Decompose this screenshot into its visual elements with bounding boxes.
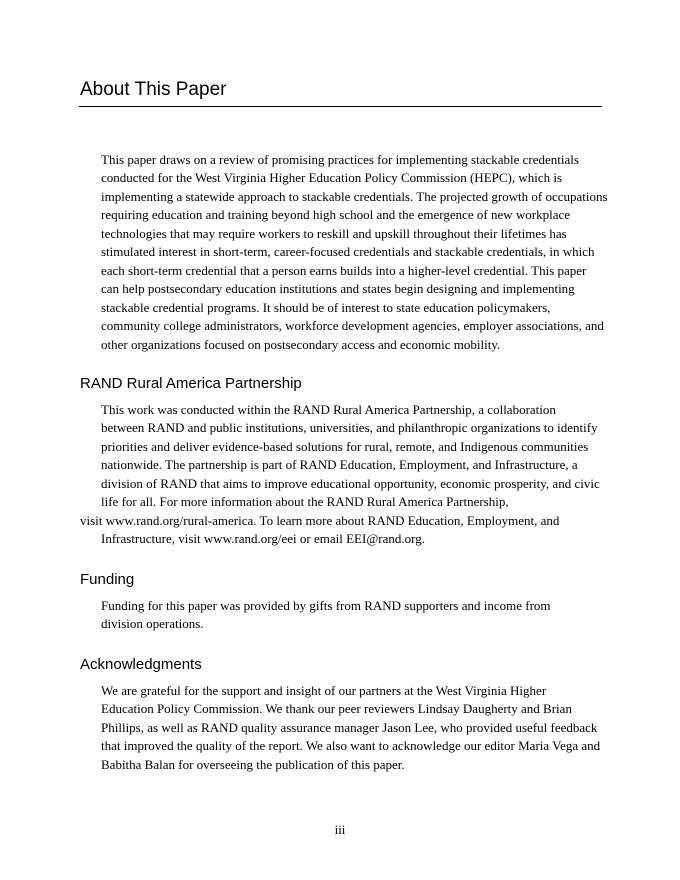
acknowledgments-line: Phillips, as well as RAND quality assurance manager Jason Lee, who provided useful feedback [101, 719, 598, 735]
title-divider [79, 106, 602, 107]
page-title: About This Paper [80, 79, 227, 100]
intro-line: can help postsecondary education institutions and states begin designing and implementing [101, 281, 575, 297]
intro-line: community college administrators, workforce development agencies, employer associations, and [101, 318, 604, 334]
intro-line: other organizations focused on postsecondary access and economic mobility. [101, 336, 501, 352]
rural-america-paragraph [80, 401, 602, 549]
rural-america-line: priorities and deliver evidence-based solutions for rural, remote, and Indigenous communities [101, 438, 589, 454]
funding-line: Funding for this paper was provided by gifts from RAND supporters and income from [101, 598, 551, 613]
intro-line: each short-term credential that a person earns builds into a higher-level credential. This paper [101, 262, 587, 278]
section-heading-acknowledgments: Acknowledgments [80, 656, 202, 673]
acknowledgments-line: We are grateful for the support and insight of our partners at the West Virginia Higher [101, 683, 547, 698]
rural-america-line: This work was conducted within the RAND Rural America Partnership, a collaboration [101, 402, 556, 417]
acknowledgments-line: that improved the quality of the report. We also want to acknowledge our editor Maria Vega and [101, 738, 601, 754]
rural-america-line: life for all. For more information about the RAND Rural America Partnership, [101, 494, 509, 510]
rural-america-line: Infrastructure, visit www.rand.org/eei or email EEI@rand.org. [101, 531, 425, 547]
page-number: iii [334, 822, 346, 837]
intro-line: technologies that may require workers to reskill and upskill throughout their lifetimes has [101, 225, 567, 241]
intro-line: implementing a statewide approach to stackable credentials. The projected growth of occupations [101, 188, 608, 204]
section-heading-rural-america: RAND Rural America Partnership [80, 375, 302, 392]
funding-line: division operations. [101, 616, 204, 632]
rural-america-line: visit www.rand.org/rural-america. To learn more about RAND Education, Employment, and [80, 512, 560, 528]
intro-line: stimulated interest in short-term, career-focused credentials and stackable credentials, in which [101, 244, 595, 260]
acknowledgments-paragraph [80, 682, 602, 774]
intro-line: stackable credential programs. It should be of interest to state education policymakers, [101, 299, 551, 315]
intro-paragraph [80, 151, 608, 354]
funding-paragraph [80, 597, 602, 634]
rural-america-line: division of RAND that aims to improve educational opportunity, economic prosperity, and civic [101, 475, 600, 491]
intro-line: requiring education and training beyond high school and the emergence of new workplace [101, 207, 571, 223]
section-heading-funding: Funding [80, 571, 135, 588]
rural-america-line: between RAND and public institutions, universities, and philanthropic organizations to identify [101, 420, 598, 436]
rural-america-line: nationwide. The partnership is part of RAND Education, Employment, and Infrastructure, a [101, 457, 578, 473]
intro-line: conducted for the West Virginia Higher Education Policy Commission (HEPC), which is [101, 170, 563, 186]
acknowledgments-line: Babitha Balan for overseeing the publication of this paper. [101, 756, 405, 772]
intro-line: This paper draws on a review of promising practices for implementing stackable credentials [101, 152, 579, 167]
acknowledgments-line: Education Policy Commission. We thank our peer reviewers Lindsay Daugherty and Brian [101, 701, 572, 717]
